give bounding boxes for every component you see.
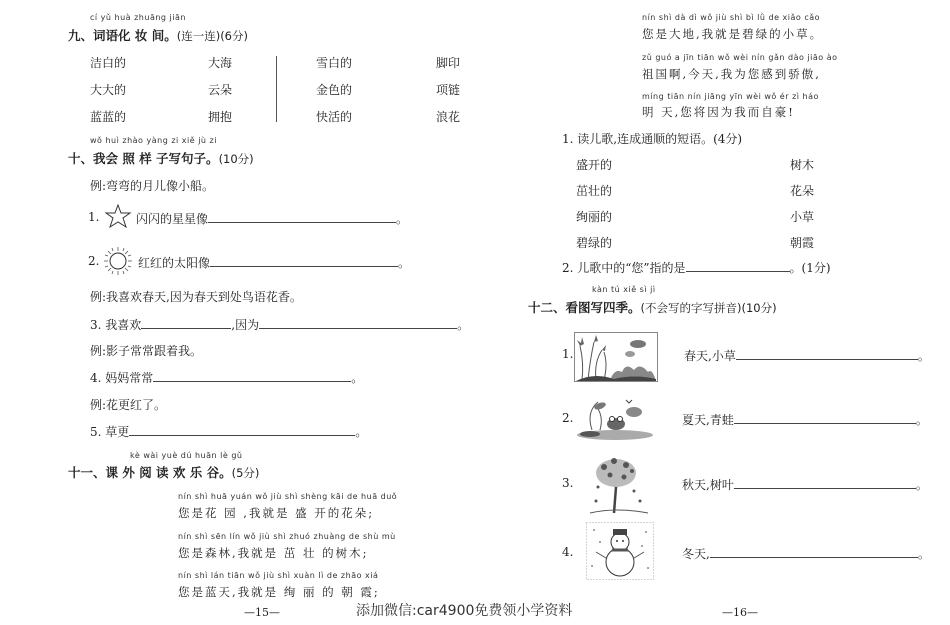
- match-item: 雪白的: [316, 56, 353, 70]
- season-text: 夏天,青蛙 。: [682, 413, 928, 427]
- sec11-pinyin: kè wài yuè dú huān lè gǔ: [130, 451, 243, 460]
- season-text: 秋天,树叶 。: [682, 478, 928, 492]
- match-item: 碧绿的: [576, 236, 613, 250]
- poem-pinyin: zǔ guó a jīn tiān wǒ wèi nín gǎn dào jiāo ào: [642, 53, 838, 62]
- answer-line[interactable]: [259, 317, 457, 329]
- q4-text: 4. 妈妈常常 。: [90, 371, 364, 385]
- page-number-right: —16—: [722, 606, 758, 619]
- answer-line[interactable]: [141, 317, 231, 329]
- poem-pinyin: nín shì sēn lín wǒ jiù shì zhuó zhuàng de shù mù: [178, 532, 396, 541]
- watermark-text: 添加微信:car4900免费领小学资料: [356, 603, 573, 619]
- sun-icon: [102, 245, 134, 277]
- example-1: 例:弯弯的月儿像小船。: [90, 179, 215, 193]
- example-3: 例:影子常常跟着我。: [90, 344, 203, 358]
- answer-line[interactable]: [736, 348, 918, 360]
- match-item: 树木: [790, 158, 815, 172]
- answer-line[interactable]: [710, 546, 918, 558]
- answer-line[interactable]: [734, 477, 916, 489]
- sec10-pinyin: wǒ huì zhào yàng zi xiě jù zi: [90, 136, 217, 145]
- poem-pinyin: míng tiān nín jiāng yīn wèi wǒ ér zì háo: [642, 92, 819, 101]
- q2-number: 2.: [88, 254, 100, 268]
- match-item: 大大的: [90, 83, 127, 97]
- page-number-left: —15—: [244, 606, 280, 619]
- q5-text: 5. 草更 。: [90, 425, 368, 439]
- season-number: 4.: [562, 545, 574, 559]
- match-item: 洁白的: [90, 56, 127, 70]
- poem-pinyin: nín shì huā yuán wǒ jiù shì shèng kāi de huā duǒ: [178, 492, 398, 501]
- sec10-title: 十、我会 照 样 子写句子。(10分): [68, 151, 254, 166]
- sec12-title: 十二、看图写四季。(不会写的字写拼音)(10分): [528, 300, 777, 315]
- example-4: 例:花更红了。: [90, 398, 167, 412]
- answer-line[interactable]: [153, 370, 351, 382]
- poem-line: 您是大地,我就是碧绿的小草。: [642, 27, 824, 41]
- poem-line: 祖国啊,今天,我为您感到骄傲,: [642, 67, 821, 81]
- poem-line: 您是花 园 ,我就是 盛 开的花朵;: [178, 506, 375, 520]
- match-item: 浪花: [436, 110, 461, 124]
- match-item: 小草: [790, 210, 815, 224]
- sec11-title: 十一、课 外 阅 读 欢 乐 谷。(5分): [68, 465, 260, 480]
- answer-line[interactable]: [208, 211, 396, 223]
- poem-pinyin: nín shì dà dì wǒ jiù shì bì lǜ de xiǎo cǎo: [642, 13, 821, 22]
- match-item: 项链: [436, 83, 461, 97]
- winter-snowman-icon: [586, 522, 654, 580]
- example-2: 例:我喜欢春天,因为春天到处鸟语花香。: [90, 290, 302, 304]
- match-item: 快活的: [316, 110, 353, 124]
- poem-line: 明 天,您将因为我而自豪!: [642, 105, 795, 119]
- season-number: 3.: [562, 476, 574, 490]
- match-item: 金色的: [316, 83, 353, 97]
- match-item: 绚丽的: [576, 210, 613, 224]
- answer-line[interactable]: [686, 260, 790, 272]
- sec12-pinyin: kàn tú xiě sì jì: [592, 285, 656, 294]
- match-item: 茁壮的: [576, 184, 613, 198]
- match-item: 拥抱: [208, 110, 233, 124]
- season-number: 2.: [562, 411, 574, 425]
- sec9-pinyin: cí yǔ huà zhuāng jiān: [90, 13, 186, 22]
- column-divider: [276, 56, 277, 122]
- answer-line[interactable]: [210, 255, 398, 267]
- q1-number: 1.: [88, 210, 100, 224]
- star-icon: [104, 203, 132, 229]
- autumn-tree-icon: [584, 453, 654, 515]
- match-item: 朝霞: [790, 236, 815, 250]
- season-text: 春天,小草 。: [684, 349, 930, 363]
- season-number: 1.: [562, 347, 574, 361]
- season-text: 冬天, 。: [682, 547, 930, 561]
- match-item: 脚印: [436, 56, 461, 70]
- poem-line: 您是蓝天,我就是 绚 丽 的 朝 霞;: [178, 585, 380, 599]
- summer-frog-icon: [574, 394, 656, 442]
- match-item: 大海: [208, 56, 233, 70]
- answer-line[interactable]: [129, 424, 355, 436]
- match-item: 蓝蓝的: [90, 110, 127, 124]
- sec9-title: 九、词语化 妆 间。(连一连)(6分): [68, 28, 248, 43]
- spring-grass-icon: [574, 332, 658, 382]
- poem-line: 您是森林,我就是 茁 壮 的树木;: [178, 546, 369, 560]
- match-item: 云朵: [208, 83, 233, 97]
- answer-line[interactable]: [734, 412, 916, 424]
- match-item: 盛开的: [576, 158, 613, 172]
- q1-text: 闪闪的星星像 。: [136, 212, 409, 226]
- q2-text: 红红的太阳像 。: [138, 256, 411, 270]
- poem-pinyin: nín shì lán tiān wǒ jiù shì xuàn lì de zhāo xiá: [178, 571, 379, 580]
- match-item: 花朵: [790, 184, 815, 198]
- r-q2-text: 2. 儿歌中的“您”指的是 。(1分): [562, 261, 831, 275]
- r-q1-title: 1. 读儿歌,连成通顺的短语。(4分): [562, 132, 743, 146]
- q3-text: 3. 我喜欢 ,因为 。: [90, 318, 470, 332]
